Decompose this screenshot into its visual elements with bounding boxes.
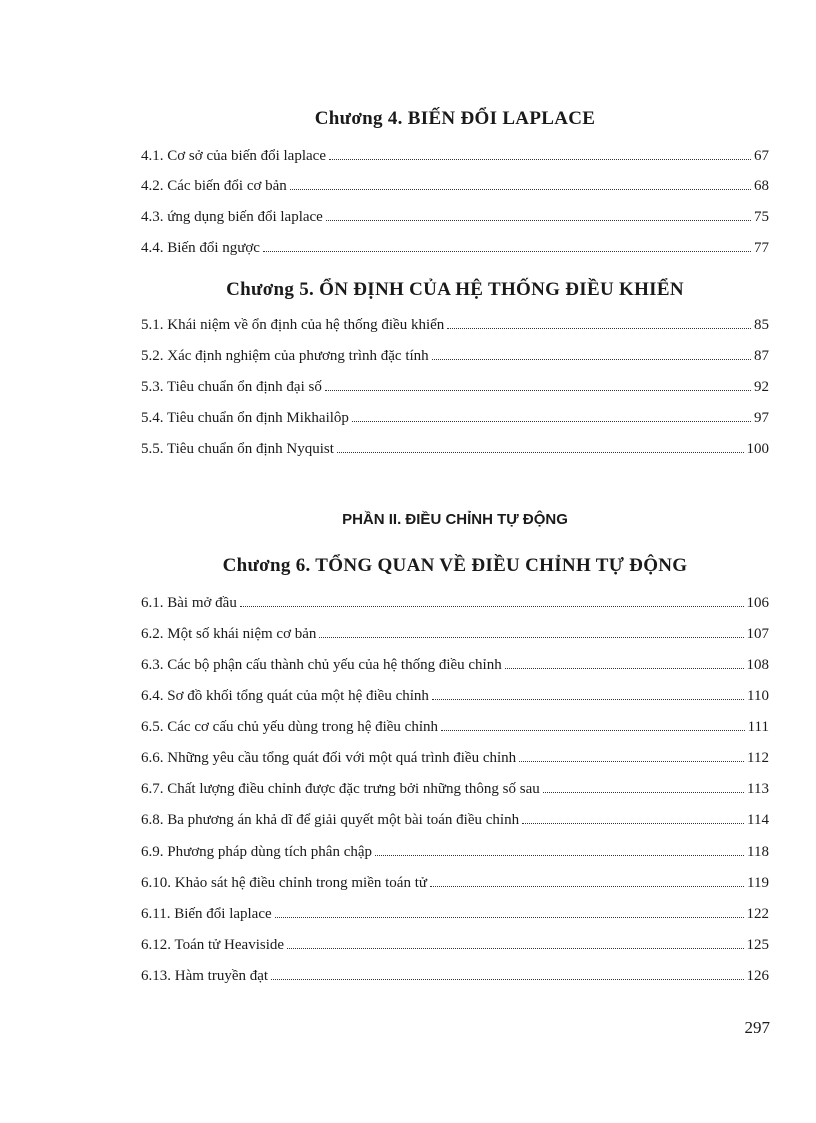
- toc-entry-label: 6.3. Các bộ phận cấu thành chủ yếu của hệ thống điều chỉnh: [141, 657, 502, 673]
- dot-leader: [325, 376, 751, 391]
- dot-leader: [519, 747, 744, 762]
- toc-entry-label: 6.8. Ba phương án khả dĩ để giải quyết một bài toán điều chỉnh: [141, 812, 520, 828]
- dot-leader: [352, 407, 751, 422]
- dot-leader: [329, 145, 751, 160]
- dot-leader: [505, 654, 744, 669]
- toc-entry[interactable]: [141, 206, 769, 226]
- toc-entry[interactable]: [141, 145, 769, 165]
- toc-entry[interactable]: [141, 685, 769, 705]
- dot-leader: [543, 778, 744, 793]
- toc-entry-label: 5.3. Tiêu chuẩn ổn định đại số: [141, 379, 322, 395]
- toc-entry-page: 119: [747, 875, 769, 891]
- toc-entry[interactable]: [141, 376, 769, 396]
- toc-entry[interactable]: [141, 592, 769, 612]
- toc-entry-label: 6.7. Chất lượng điều chỉnh được đặc trưng bởi những thông số sau: [141, 781, 540, 797]
- toc-entry-page: 107: [746, 626, 769, 642]
- toc-entry-page: 110: [747, 688, 769, 704]
- dot-leader: [290, 175, 751, 190]
- toc-entry-label: 5.4. Tiêu chuẩn ổn định Mikhailôp: [141, 410, 349, 426]
- toc-entry[interactable]: [141, 778, 769, 798]
- chapter-5-title: Chương 5. ỔN ĐỊNH CỦA HỆ THỐNG ĐIỀU KHIỂN: [226, 279, 684, 300]
- chapter-4-title: Chương 4. BIẾN ĐỔI LAPLACE: [314, 108, 596, 129]
- dot-leader: [441, 716, 745, 731]
- toc-entry[interactable]: [141, 809, 769, 829]
- toc-entry[interactable]: [141, 716, 769, 736]
- toc-entry-page: 92: [754, 379, 769, 395]
- toc-entry-label: 6.10. Khảo sát hệ điều chỉnh trong miền toán tử: [141, 875, 427, 891]
- page-number: 297: [744, 1018, 770, 1037]
- toc-entry[interactable]: [141, 747, 769, 767]
- dot-leader: [430, 872, 744, 887]
- toc-entry[interactable]: [141, 654, 769, 674]
- dot-leader: [337, 438, 744, 453]
- toc-entry[interactable]: [141, 965, 769, 985]
- toc-entry[interactable]: [141, 438, 769, 458]
- toc-entry-label: 5.5. Tiêu chuẩn ổn định Nyquist: [141, 441, 334, 457]
- dot-leader: [271, 965, 743, 980]
- toc-entry[interactable]: [141, 407, 769, 427]
- toc-entry-page: 106: [746, 595, 769, 611]
- dot-leader: [432, 685, 744, 700]
- toc-entry-page: 100: [746, 441, 769, 457]
- toc-entry-page: 125: [746, 937, 769, 953]
- toc-entry-label: 6.12. Toán tử Heaviside: [141, 937, 285, 953]
- dot-leader: [275, 903, 744, 918]
- toc-entry-label: 5.2. Xác định nghiệm của phương trình đặc tính: [141, 348, 429, 364]
- dot-leader: [287, 934, 743, 949]
- dot-leader: [522, 809, 744, 824]
- toc-entry-page: 67: [754, 148, 769, 164]
- toc-entry-page: 113: [747, 781, 769, 797]
- dot-leader: [319, 623, 743, 638]
- toc-entry-page: 75: [754, 209, 769, 225]
- toc-entry[interactable]: [141, 841, 769, 861]
- toc-entry[interactable]: [141, 175, 769, 195]
- toc-entry[interactable]: [141, 345, 769, 365]
- toc-entry[interactable]: [141, 903, 769, 923]
- toc-entry-page: 85: [754, 317, 769, 333]
- toc-entry-page: 68: [754, 178, 769, 194]
- toc-entry-page: 111: [747, 719, 769, 735]
- toc-entry[interactable]: [141, 623, 769, 643]
- toc-entry-page: 126: [746, 968, 769, 984]
- toc-entry-label: 6.2. Một số khái niệm cơ bản: [141, 626, 317, 642]
- toc-entry-page: 97: [754, 410, 769, 426]
- toc-entry[interactable]: [141, 872, 769, 892]
- toc-entry-page: 112: [747, 750, 769, 766]
- toc-entry-label: 6.13. Hàm truyền đạt: [141, 968, 269, 984]
- toc-entry-page: 118: [747, 844, 769, 860]
- dot-leader: [447, 314, 751, 329]
- toc-entry-page: 77: [754, 240, 769, 256]
- chapter-6-title: Chương 6. TỔNG QUAN VỀ ĐIỀU CHỈNH TỰ ĐỘNG: [222, 555, 688, 576]
- toc-entry-label: 6.9. Phương pháp dùng tích phân chập: [141, 844, 373, 860]
- toc-entry-page: 108: [746, 657, 769, 673]
- dot-leader: [326, 206, 751, 221]
- toc-entry-label: 6.4. Sơ đồ khối tổng quát của một hệ điều chỉnh: [141, 688, 429, 704]
- toc-entry-page: 114: [747, 812, 769, 828]
- toc-entry-label: 4.4. Biến đổi ngược: [141, 240, 260, 256]
- toc-entry[interactable]: [141, 314, 769, 334]
- dot-leader: [375, 841, 744, 856]
- toc-entry-label: 4.2. Các biến đổi cơ bản: [141, 178, 287, 194]
- dot-leader: [432, 345, 751, 360]
- dot-leader: [240, 592, 744, 607]
- toc-entry-label: 4.3. ứng dụng biến đổi laplace: [141, 209, 323, 225]
- toc-entry-label: 4.1. Cơ sở của biến đổi laplace: [141, 148, 326, 164]
- toc-entry[interactable]: [141, 934, 769, 954]
- toc-entry-label: 6.11. Biến đổi laplace: [141, 906, 272, 922]
- part-2-title: PHẦN II. ĐIỀU CHỈNH TỰ ĐỘNG: [342, 511, 568, 528]
- dot-leader: [263, 237, 751, 252]
- toc-entry-page: 122: [746, 906, 769, 922]
- toc-entry-label: 6.5. Các cơ cấu chủ yếu dùng trong hệ điều chỉnh: [141, 719, 439, 735]
- toc-entry[interactable]: [141, 237, 769, 257]
- toc-entry-page: 87: [754, 348, 769, 364]
- toc-entry-label: 5.1. Khái niệm về ổn định của hệ thống điều khiển: [141, 317, 445, 333]
- toc-entry-label: 6.6. Những yêu cầu tổng quát đối với một quá trình điều chỉnh: [141, 750, 517, 766]
- toc-entry-label: 6.1. Bài mở đầu: [141, 595, 237, 611]
